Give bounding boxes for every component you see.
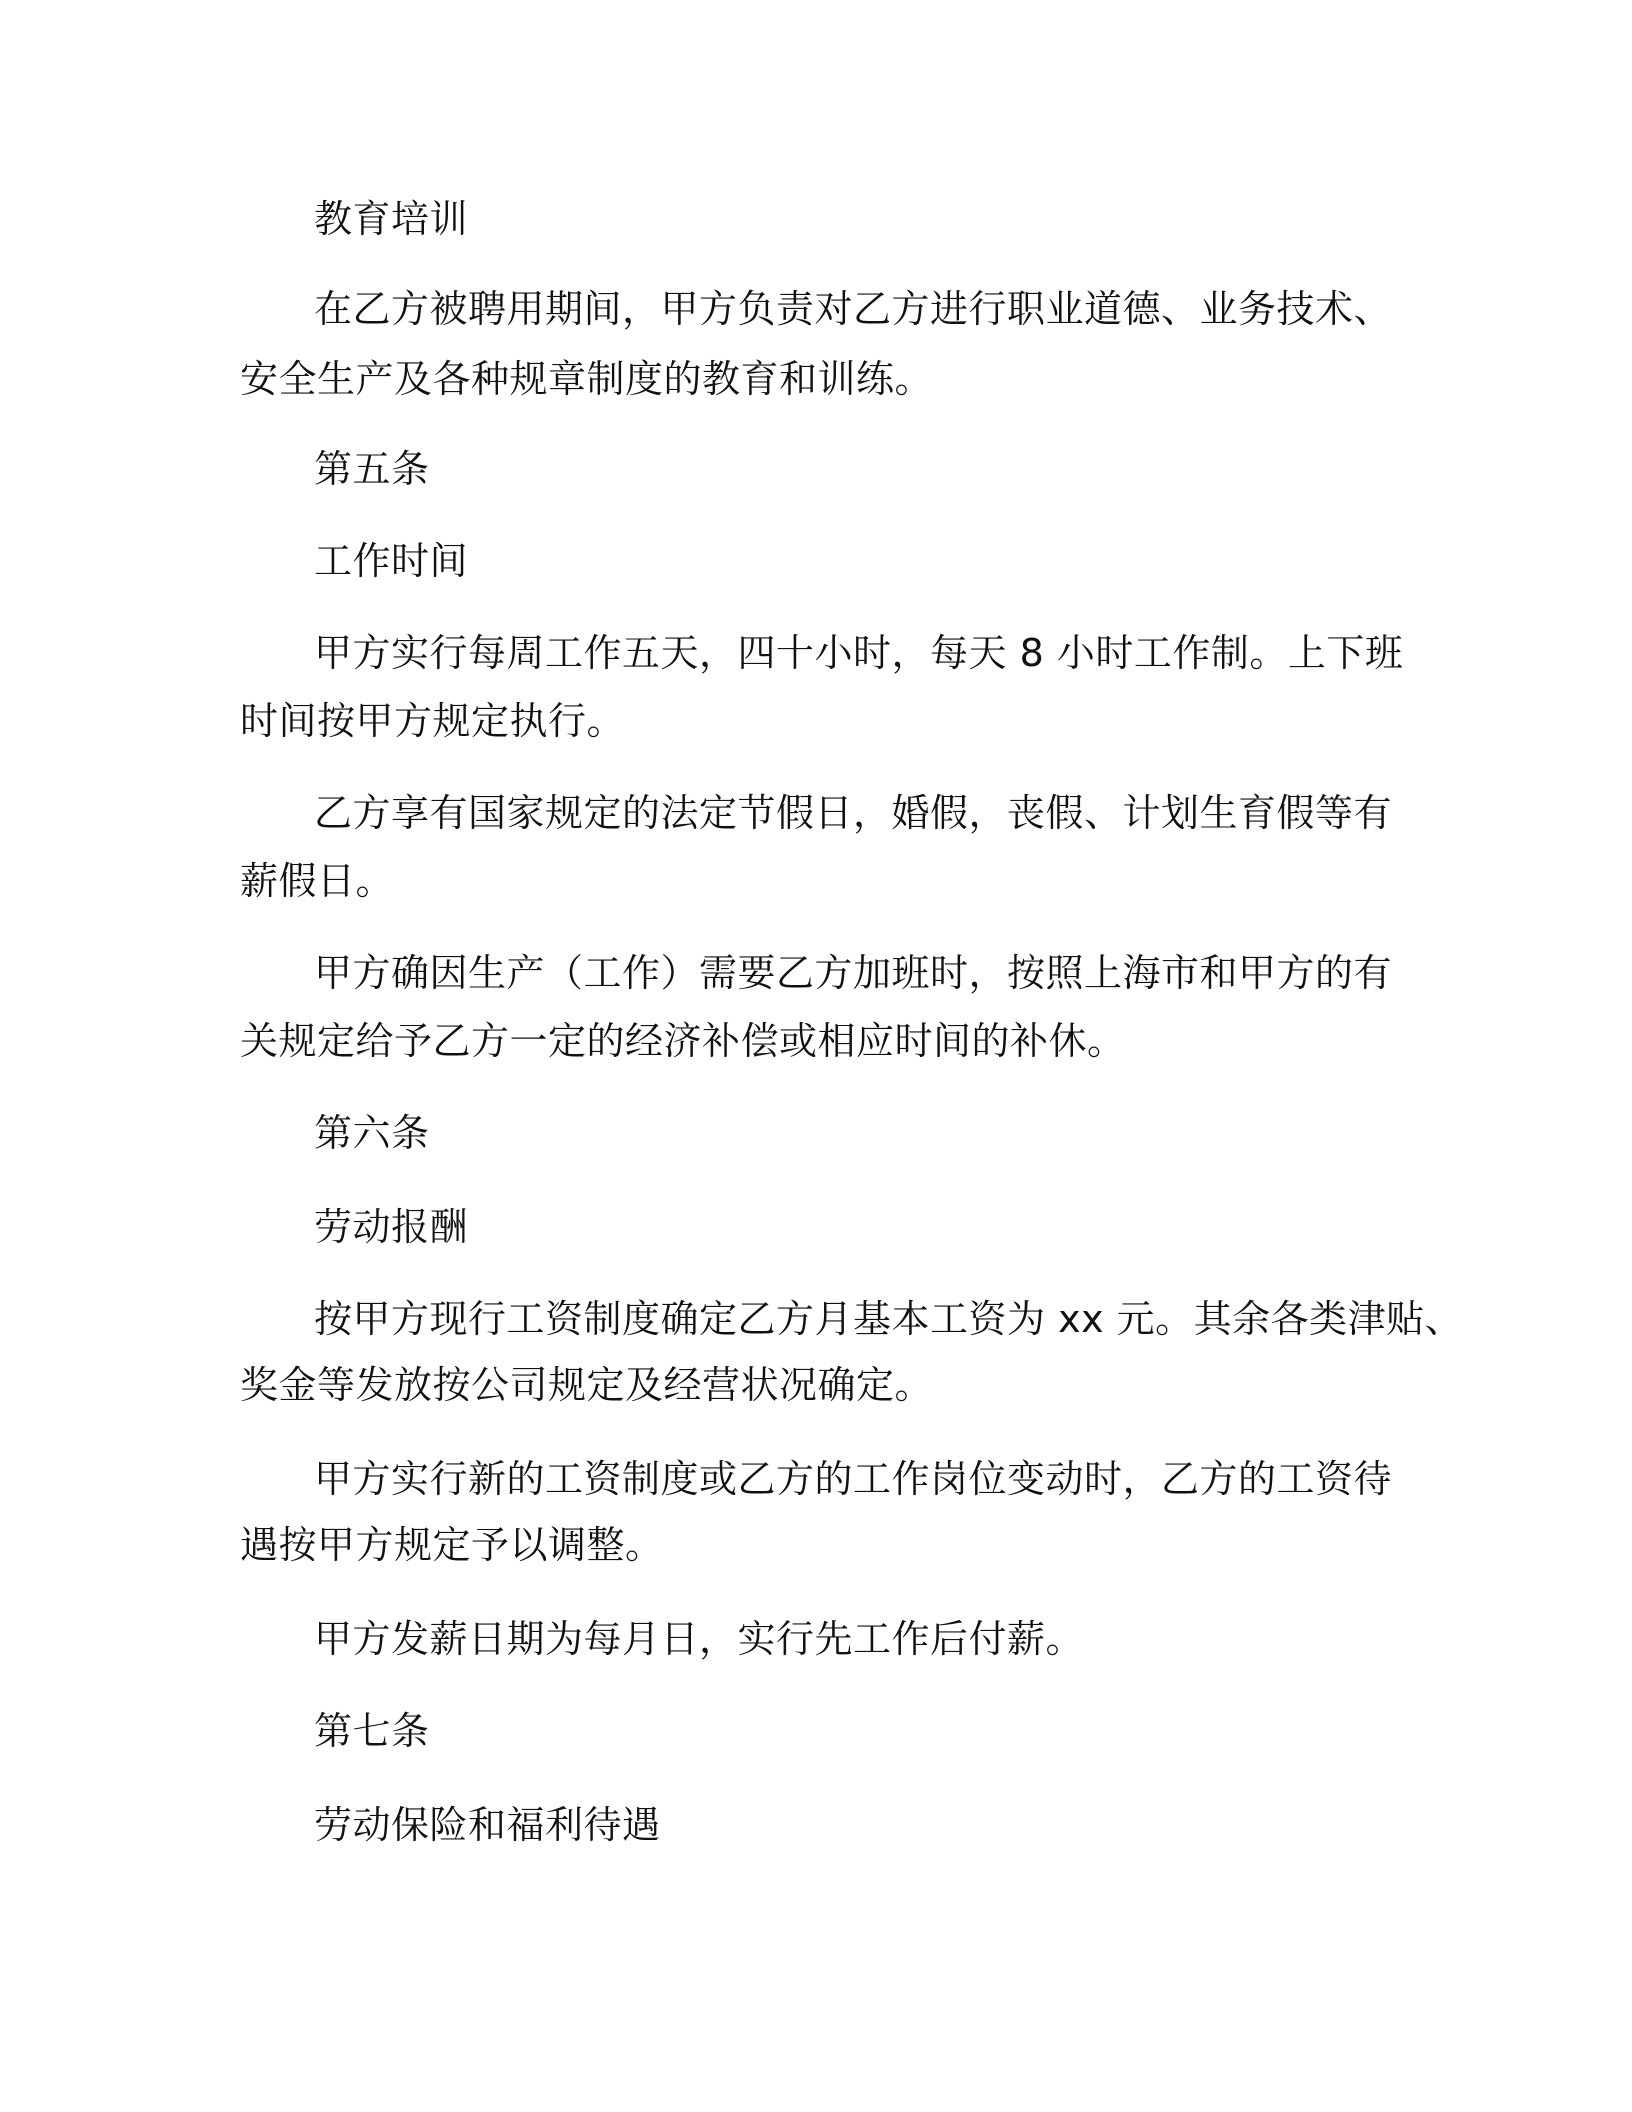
- paragraph-line: 时间按甲方规定执行。: [240, 699, 626, 743]
- paragraph-line: 按甲方现行工资制度确定乙方月基本工资为 xx 元。其余各类津贴、: [314, 1297, 1464, 1341]
- article-six-heading: 第六条: [314, 1111, 430, 1155]
- article-five-heading: 第五条: [314, 447, 430, 491]
- paragraph-line: 甲方确因生产（工作）需要乙方加班时，按照上海市和甲方的有: [314, 951, 1393, 995]
- paragraph-line: 乙方享有国家规定的法定节假日，婚假，丧假、计划生育假等有: [314, 791, 1393, 835]
- paragraph-line: 薪假日。: [240, 859, 395, 903]
- paragraph-line: 奖金等发放按公司规定及经营状况确定。: [240, 1363, 934, 1407]
- heading-insurance-benefits: 劳动保险和福利待遇: [314, 1803, 661, 1847]
- heading-education-training: 教育培训: [314, 197, 469, 241]
- paragraph-line: 甲方实行新的工资制度或乙方的工作岗位变动时，乙方的工资待: [314, 1457, 1393, 1501]
- paragraph-line: 甲方发薪日期为每月日，实行先工作后付薪。: [314, 1617, 1085, 1661]
- paragraph-line: 甲方实行每周工作五天，四十小时，每天 8 小时工作制。上下班: [314, 631, 1404, 675]
- paragraph-line: 在乙方被聘用期间，甲方负责对乙方进行职业道德、业务技术、: [314, 287, 1393, 331]
- paragraph-line: 关规定给予乙方一定的经济补偿或相应时间的补休。: [240, 1019, 1126, 1063]
- article-seven-heading: 第七条: [314, 1709, 430, 1753]
- paragraph-line: 安全生产及各种规章制度的教育和训练。: [240, 357, 934, 401]
- paragraph-line: 遇按甲方规定予以调整。: [240, 1523, 664, 1567]
- heading-labor-remuneration: 劳动报酬: [314, 1205, 469, 1249]
- heading-working-hours: 工作时间: [314, 539, 469, 583]
